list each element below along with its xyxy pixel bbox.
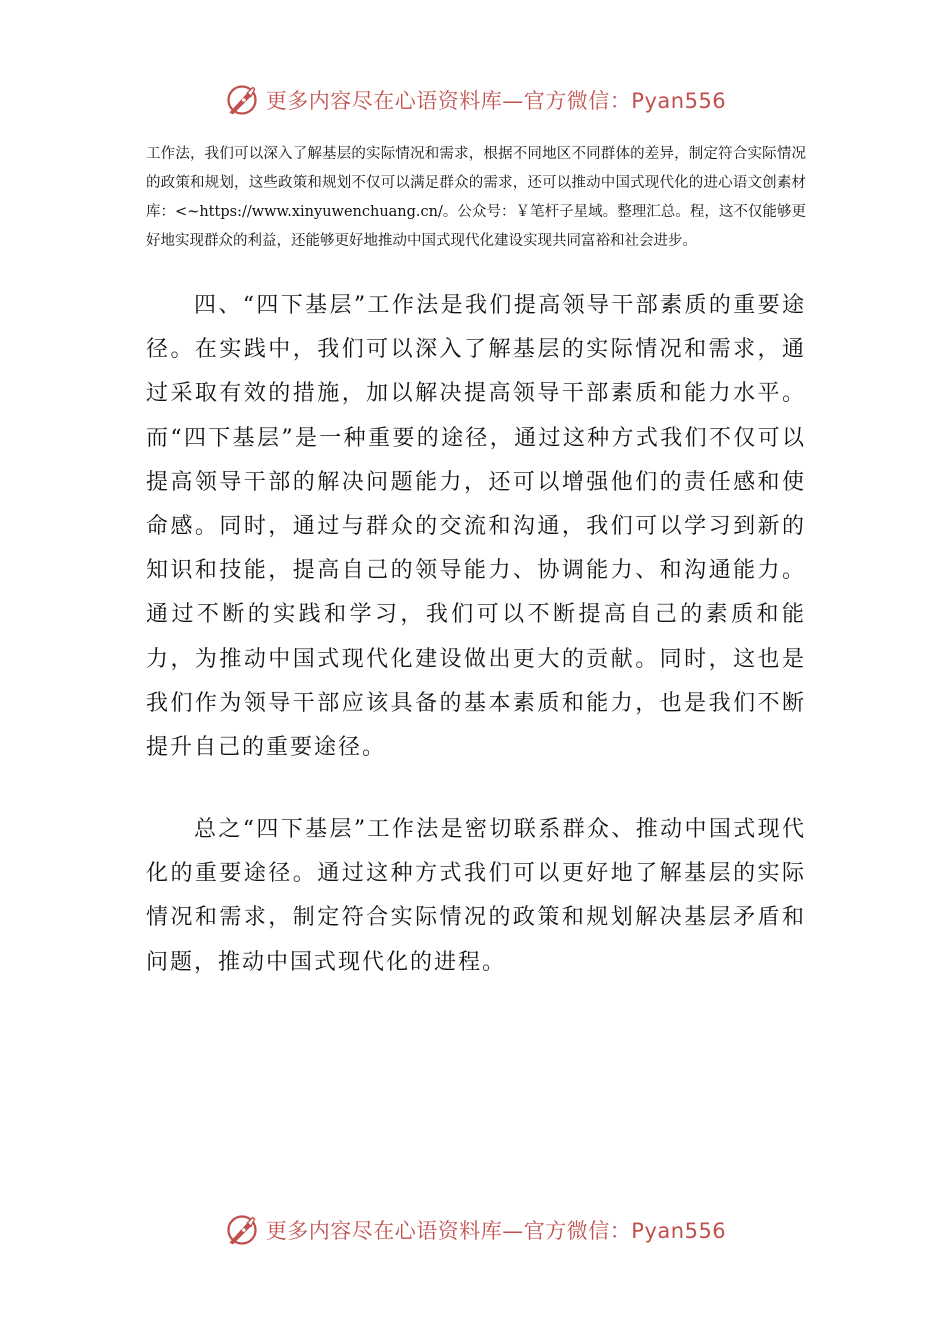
header-banner [0, 80, 950, 120]
footer-banner-text: 更多内容尽在心语资料库—官方微信：Pyan556 [265, 1219, 727, 1243]
pen-nib-icon [224, 1212, 260, 1248]
paragraph-section-four: 四、“四下基层”工作法是我们提高领导干部素质的重要途径。在实践中，我们可以深入了解基层的实际情况和需求，通过采取有效的措施，加以解决提高领导干部素质和能力水平。而“四下基层”是一种重要的途径，通过这种方式我们不仅可以提高领导干部的解决问题能力，还可以增强他们的责任感和使命感。同时，通过与群众的交流和沟通，我们可以学习到新的知识和技能，提高自己的领导能力、协调能力、和沟通能力。通过不断的实践和学习，我们可以不断提高自己的素质和能力，为推动中国式现代化建设做出更大的贡献。同时，这也是我们作为领导干部应该具备的基本素质和能力，也是我们不断提升自己的重要途径。 [146, 293, 806, 761]
pen-nib-icon [224, 82, 260, 118]
footer-banner [0, 1210, 950, 1250]
paragraph-conclusion: 总之“四下基层”工作法是密切联系群众、推动中国式现代化的重要途径。通过这种方式我们可以更好地了解基层的实际情况和需求，制定符合实际情况的政策和规划解决基层矛盾和问题，推动中国式现代化的进程。 [146, 817, 806, 975]
paragraph-continuation: 工作法，我们可以深入了解基层的实际情况和需求，根据不同地区不同群体的差异，制定符合实际情况的政策和规划，这些政策和规划不仅可以满足群众的需求，还可以推动中国式现代化的进心语文创素材库：<~https://www.xinyuwenchuang.cn/。公众号：￥笔杆子星域。整理汇总。程，这不仅能够更好地实现群众的利益，还能够更好地推动中国式现代化建设实现共同富裕和社会进步。 [146, 146, 806, 249]
header-banner-text: 更多内容尽在心语资料库—官方微信：Pyan556 [265, 89, 727, 113]
